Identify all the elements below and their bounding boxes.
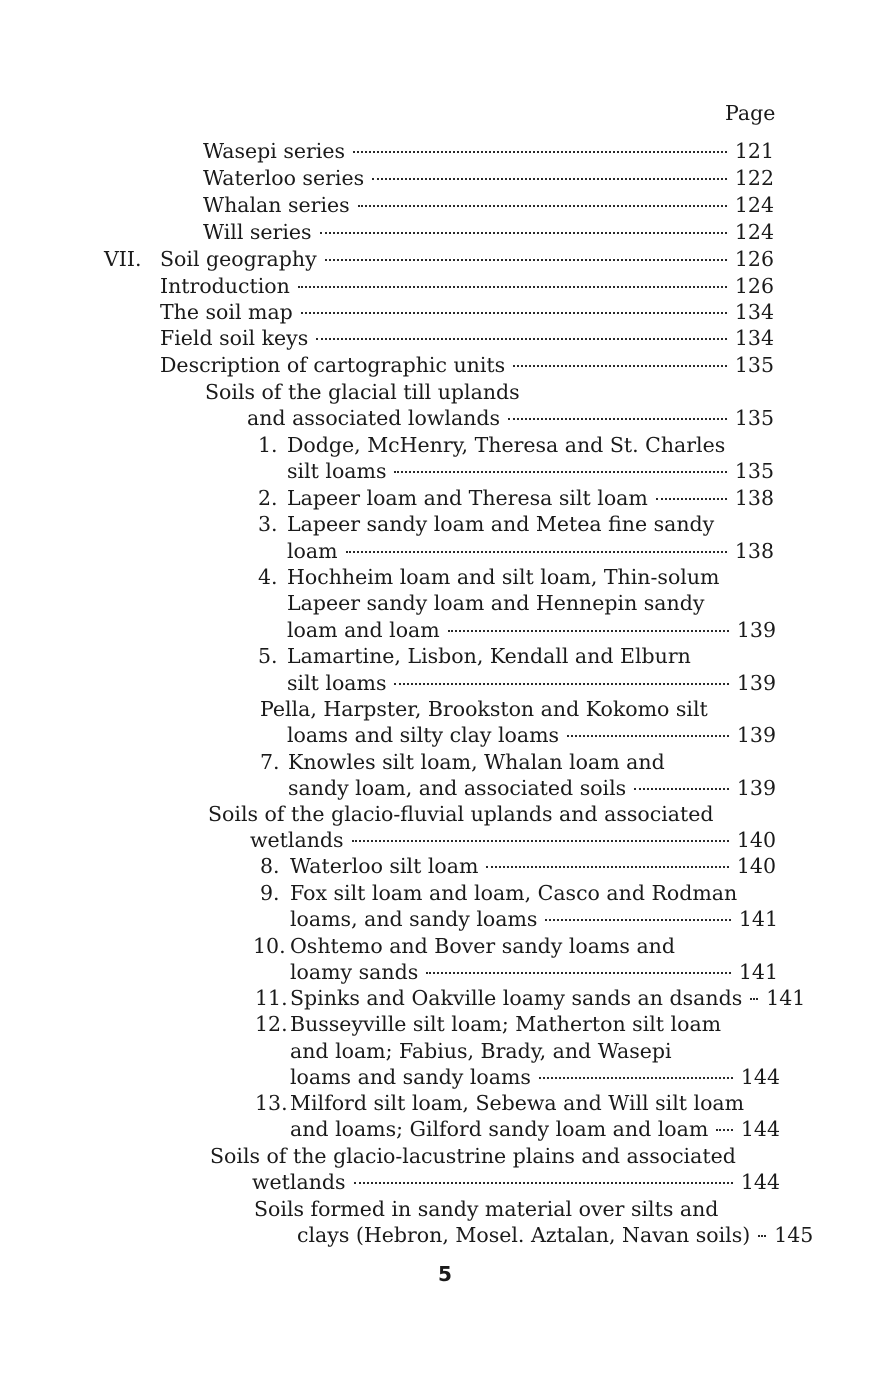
toc-entry-page: 141 [766,986,806,1010]
toc-entry-will[interactable] [203,219,774,245]
toc-entry-unit-7[interactable] [288,775,776,801]
unit-number: 1. [258,433,278,457]
toc-entry-page: 139 [736,776,776,800]
toc-entry-field-soil-keys[interactable] [160,325,774,351]
toc-entry-page: 141 [738,960,778,984]
dot-leader [298,286,727,288]
toc-entry-line: Lamartine, Lisbon, Kendall and Elburn [287,644,691,668]
toc-entry-soil-map[interactable] [160,299,774,325]
toc-entry-page: 139 [736,671,776,695]
page-number: 5 [438,1262,452,1286]
toc-entry-title: Lapeer loam and Theresa silt loam [287,486,648,510]
toc-entry-cartographic-units[interactable] [160,352,774,378]
toc-entry-unit-2[interactable] [287,485,774,511]
toc-entry-title: Soil geography [160,247,317,271]
toc-entry-page: 121 [734,139,774,163]
toc-entry-unit-4[interactable] [287,617,776,643]
unit-number: 7. [260,750,280,774]
toc-entry-title: Field soil keys [160,326,309,350]
toc-entry-page: 122 [734,166,774,190]
unit-number: 12. [255,1012,288,1036]
toc-entry-title: loams and sandy loams [290,1065,531,1089]
toc-entry-unit-8[interactable] [290,853,776,879]
dot-leader [325,259,727,261]
toc-entry-page: 138 [734,539,774,563]
dot-leader [567,735,729,737]
dot-leader [320,232,727,234]
toc-entry-title: silt loams [287,671,387,695]
dot-leader [513,365,727,367]
toc-entry-title: The soil map [160,300,293,324]
toc-entry-page: 135 [734,353,774,377]
toc-section-line: Soils of the glacial till uplands [205,380,520,404]
toc-entry-page: 140 [736,828,776,852]
toc-entry-page: 145 [774,1223,814,1247]
chapter-number: VII. [104,247,142,271]
unit-number: 13. [255,1091,288,1115]
toc-entry-glacio-fluvial[interactable] [250,827,776,853]
toc-entry-unit-12[interactable] [290,1064,780,1090]
toc-entry-whalan[interactable] [203,192,774,218]
dot-leader [354,1182,733,1184]
toc-entry-line: Oshtemo and Bover sandy loams and [290,934,676,958]
toc-entry-line: Lapeer sandy loam and Hennepin sandy [287,591,705,615]
toc-entry-title: silt loams [287,459,387,483]
toc-entry-title: clays (Hebron, Mosel. Aztalan, Navan soils) [297,1223,751,1247]
toc-entry-title: Description of cartographic units [160,353,506,377]
dot-leader [394,471,726,473]
unit-number: 11. [255,986,288,1010]
toc-entry-title: and loams; Gilford sandy loam and loam [290,1117,709,1141]
dot-leader [545,919,730,921]
toc-entry-title: Whalan series [203,193,350,217]
toc-entry-title: loams, and sandy loams [290,907,538,931]
toc-entry-title: loam and loam [287,618,440,642]
toc-entry-page: 134 [734,326,774,350]
toc-entry-title: Waterloo silt loam [290,854,479,878]
dot-leader [372,178,727,180]
toc-entry-line: Busseyville silt loam; Matherton silt loam [290,1012,722,1036]
toc-entry-wasepi[interactable] [203,138,774,164]
dot-leader [426,972,731,974]
toc-entry-soil-geography[interactable] [160,246,774,272]
toc-entry-page: 124 [734,193,774,217]
dot-leader [353,151,727,153]
toc-entry-line: Hochheim loam and silt loam, Thin-solum [287,565,720,589]
toc-entry-page: 126 [734,247,774,271]
toc-entry-title: Waterloo series [203,166,365,190]
toc-entry-line: and loam; Fabius, Brady, and Wasepi [290,1039,672,1063]
toc-entry-page: 139 [736,723,776,747]
toc-entry-unit-9[interactable] [290,906,778,932]
unit-number: 10. [253,934,286,958]
toc-entry-unit-5[interactable] [287,670,776,696]
toc-entry-title: Introduction [160,274,290,298]
unit-number: 5. [258,644,278,668]
dot-leader [539,1077,733,1079]
toc-entry-sandy-material[interactable] [297,1222,814,1248]
toc-entry-title: loams and silty clay loams [287,723,560,747]
unit-number: 9. [260,881,280,905]
toc-entry-title: and associated lowlands [247,406,501,430]
toc-entry-glacio-lacustrine[interactable] [252,1169,780,1195]
toc-entry-line: Pella, Harpster, Brookston and Kokomo silt [260,697,708,721]
toc-entry-page: 135 [734,459,774,483]
toc-entry-page: 126 [734,274,774,298]
unit-number: 8. [260,854,280,878]
unit-number: 4. [258,565,278,589]
dot-leader [758,1235,766,1237]
toc-entry-title: sandy loam, and associated soils [288,776,627,800]
toc-entry-unit-10[interactable] [290,959,778,985]
toc-entry-unit-6[interactable] [287,722,776,748]
toc-entry-unit-1[interactable] [287,458,774,484]
dot-leader [508,418,727,420]
dot-leader [716,1129,733,1131]
dot-leader [634,788,729,790]
toc-entry-page: 141 [738,907,778,931]
toc-entry-unit-11[interactable] [290,985,806,1011]
toc-entry-unit-13[interactable] [290,1116,780,1142]
dot-leader [358,205,727,207]
toc-section-line: Soils of the glacio-fluvial uplands and associated [208,802,714,826]
dot-leader [750,998,758,1000]
toc-entry-page: 144 [740,1065,780,1089]
page-column-header: Page [725,101,776,125]
dot-leader [448,630,729,632]
dot-leader [346,551,727,553]
unit-number: 2. [258,486,278,510]
toc-entry-title: Spinks and Oakville loamy sands an dsands [290,986,743,1010]
toc-entry-unit-3[interactable] [287,538,774,564]
toc-entry-title: wetlands [250,828,344,852]
dot-leader [352,840,729,842]
toc-entry-page: 139 [736,618,776,642]
toc-entry-title: loam [287,539,338,563]
toc-entry-line: Knowles silt loam, Whalan loam and [288,750,665,774]
dot-leader [656,498,727,500]
toc-entry-glacial-till[interactable] [247,405,774,431]
toc-entry-page: 144 [740,1117,780,1141]
dot-leader [316,338,727,340]
dot-leader [394,683,728,685]
toc-entry-line: Dodge, McHenry, Theresa and St. Charles [287,433,726,457]
dot-leader [301,312,727,314]
toc-entry-line: Milford silt loam, Sebewa and Will silt loam [290,1091,745,1115]
toc-entry-page: 144 [740,1170,780,1194]
toc-section-line: Soils formed in sandy material over silts and [254,1197,719,1221]
toc-entry-waterloo[interactable] [203,165,774,191]
toc-entry-page: 135 [734,406,774,430]
toc-entry-page: 140 [736,854,776,878]
toc-entry-title: wetlands [252,1170,346,1194]
dot-leader [486,866,728,868]
toc-entry-title: loamy sands [290,960,419,984]
toc-entry-introduction[interactable] [160,273,774,299]
toc-entry-page: 134 [734,300,774,324]
toc-entry-title: Wasepi series [203,139,346,163]
toc-entry-page: 138 [734,486,774,510]
toc-entry-line: Lapeer sandy loam and Metea fine sandy [287,512,715,536]
unit-number: 3. [258,512,278,536]
toc-entry-title: Will series [203,220,312,244]
toc-entry-page: 124 [734,220,774,244]
toc-entry-line: Fox silt loam and loam, Casco and Rodman [290,881,738,905]
toc-section-line: Soils of the glacio-lacustrine plains and associated [210,1144,736,1168]
